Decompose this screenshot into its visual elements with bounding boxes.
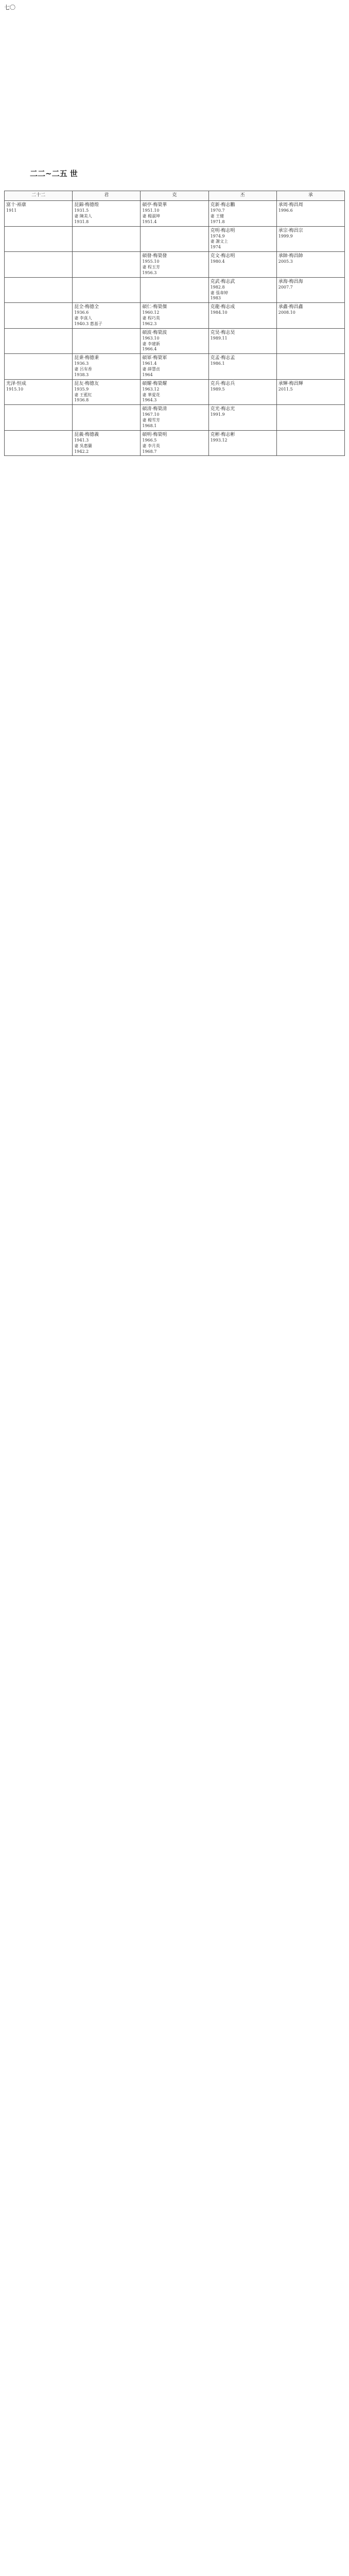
person-note: 1963.10 妻 李建新 1966.4 [142,335,160,352]
person-note: 1951.10 妻 楊淑坤 1951.4 [142,208,160,224]
column-header: 二十二 [5,191,73,201]
person-note: 1991.9 [210,412,225,417]
person-note: 1911 [6,208,17,213]
table-row [5,303,345,329]
person-name: 克新·梅志鵬 [210,202,235,208]
cell [5,405,73,431]
cell [141,303,208,329]
cell [208,379,276,405]
person-note: 1970.7 妻 王健 1971.8 [210,208,225,224]
person-note: 1955.10 妻 程玉芳 1956.3 [142,259,160,275]
cell [73,252,141,278]
cell [276,277,344,303]
person-name: 承宗·梅昌宗 [278,228,303,233]
person-note: 1989.5 [210,386,225,392]
person-name: 克彬·梅志彬 [210,432,235,437]
person-name: 克孟·梅志孟 [210,355,235,361]
cell [73,201,141,227]
person-note: 1963.12 妻 華愛花 1964.3 [142,386,160,403]
cell [5,354,73,380]
cell [276,303,344,329]
cell [208,226,276,252]
cell [5,379,73,405]
person-note: 2008.10 [278,310,295,315]
cell [208,201,276,227]
person-name: 碩軍·梅榮軍 [142,355,167,361]
cell [73,303,141,329]
person-name: 昆義·梅德義 [74,432,99,437]
cell [208,328,276,354]
cell [208,405,276,431]
person-name: 碩發·梅榮發 [142,253,167,259]
person-note: 1993.12 [210,437,228,443]
person-name: 富十·裕康 [6,202,26,208]
person-name: 克光·梅志光 [210,406,235,412]
person-name: 克文·梅志明 [210,253,235,259]
person-name: 昆錦·梅德煌 [74,202,99,208]
column-header: 克 [141,191,208,201]
person-note: 1961.4 妻 薛慧貞 1964 [142,361,160,377]
cell [276,354,344,380]
cell [73,405,141,431]
person-name: 碩清·梅榮清 [142,406,167,412]
cell [73,430,141,456]
table-row [5,430,345,456]
person-note: 1936.3 妻 呂有香 1938.3 [74,361,92,377]
person-name: 克兵·梅志兵 [210,381,235,386]
cell [276,379,344,405]
person-note: 1989.11 [210,335,228,341]
table-row [5,226,345,252]
person-name: 承帥·梅昌帥 [278,253,303,259]
cell [5,277,73,303]
cell [73,226,141,252]
cell [208,430,276,456]
person-name: 克明·梅志明 [210,228,235,233]
cell [141,430,208,456]
page-header-label: 七〇 [4,4,15,11]
cell [73,354,141,380]
person-note: 1931.5 妻 陳美人 1931.8 [74,208,92,224]
person-name: 碩仁·梅榮傑 [142,304,167,310]
cell [208,277,276,303]
table-row [5,405,345,431]
cell [5,303,73,329]
cell [276,405,344,431]
cell [208,252,276,278]
person-name: 光泽·恒成 [6,381,26,386]
table-row [5,328,345,354]
person-note: 1915.10 [6,386,24,392]
cell [5,328,73,354]
genealogy-table [4,191,345,456]
person-note: 1982.8 妻 張韋婷 1983 [210,284,229,301]
person-note: 1980.4 [210,259,225,264]
person-note: 2007.7 [278,284,293,290]
table-row [5,201,345,227]
cell [276,430,344,456]
person-note: 1996.6 [278,208,293,213]
cell [5,226,73,252]
cell [141,328,208,354]
person-note: 1935.9 妻 王藍紅 1936.8 [74,386,92,403]
cell [276,328,344,354]
person-name: 碩明·梅榮明 [142,432,167,437]
cell [5,252,73,278]
person-note: 1941.3 妻 吳惠蘭 1942.2 [74,437,92,454]
cell [276,226,344,252]
cell [73,379,141,405]
person-name: 碩亭·梅榮華 [142,202,167,208]
person-note: 1999.9 [278,233,293,239]
table-row [5,277,345,303]
column-header: 承 [276,191,344,201]
person-note: 2005.3 [278,259,293,264]
cell [141,277,208,303]
cell [141,379,208,405]
person-name: 承鑫·梅昌鑫 [278,304,303,310]
column-header: 君 [73,191,141,201]
cell [208,354,276,380]
cell [73,328,141,354]
person-note: 2011.5 [278,386,293,392]
cell [141,201,208,227]
person-note: 1960.12 妻 程巧英 1962.3 [142,310,160,326]
person-name: 承周·梅昌周 [278,202,303,208]
generation-title: 二二~二五 世 [30,169,78,178]
person-note: 1967.10 妻 楊雪芳 1968.1 [142,412,160,428]
person-name: 昆秉·梅德秉 [74,355,99,361]
table-row [5,252,345,278]
person-name: 承輝·梅昌輝 [278,381,303,386]
person-name: 昆友·梅德友 [74,381,99,386]
table-row [5,379,345,405]
person-note: 1936.6 妻 李真人 1940.3 惠基子 [74,310,102,326]
header-row [5,191,345,201]
person-note: 1984.10 [210,310,228,315]
cell [141,354,208,380]
column-header: 丕 [208,191,276,201]
cell [276,252,344,278]
person-name: 承海·梅昌海 [278,279,303,284]
cell [5,430,73,456]
cell [276,201,344,227]
person-name: 克昊·梅志昊 [210,330,235,335]
person-name: 昆全·梅德全 [74,304,99,310]
person-name: 碩波·梅榮波 [142,330,167,335]
person-note: 1966.5 妻 李月英 1968.7 [142,437,160,454]
person-note: 1986.1 [210,361,225,366]
cell [5,201,73,227]
person-name: 克龍·梅志成 [210,304,235,310]
person-name: 碩耀·梅榮耀 [142,381,167,386]
cell [141,405,208,431]
cell [141,226,208,252]
cell [73,277,141,303]
person-note: 1974.9 妻 謝文上 1974 [210,233,229,250]
cell [141,252,208,278]
cell [208,303,276,329]
table-row [5,354,345,380]
person-name: 克武·梅志武 [210,279,235,284]
table-body [5,201,345,456]
